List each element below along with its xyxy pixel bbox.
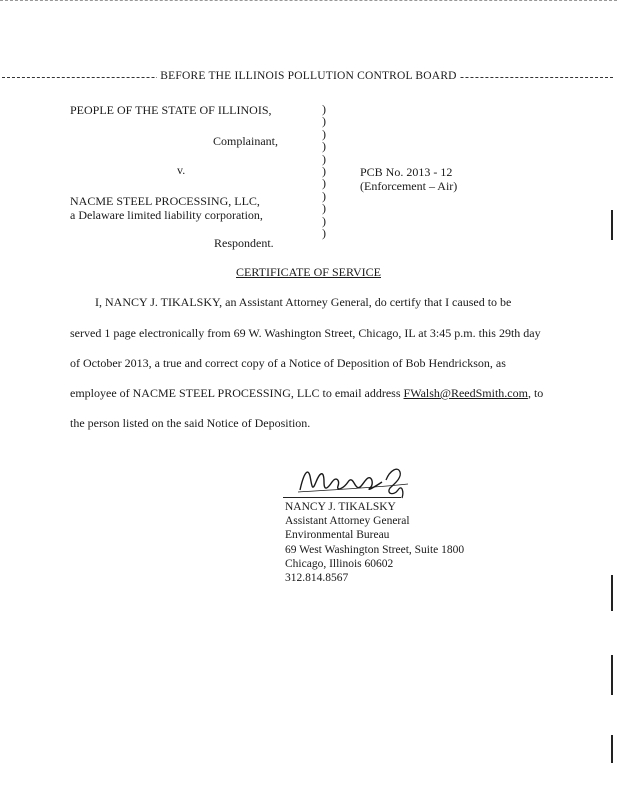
signer-address-line-1: 69 West Washington Street, Suite 1800 xyxy=(285,543,465,556)
respondent-role: Respondent. xyxy=(214,236,274,250)
paren: ) xyxy=(322,176,326,191)
paren: ) xyxy=(322,213,326,228)
paren: ) xyxy=(322,102,326,116)
paren: ) xyxy=(322,126,326,141)
email-link[interactable]: FWalsh@ReedSmith.com xyxy=(403,386,528,400)
signature-rule xyxy=(283,497,401,498)
respondent-name: NACME STEEL PROCESSING, LLC, xyxy=(70,194,260,208)
complainant-name: PEOPLE OF THE STATE OF ILLINOIS, xyxy=(70,103,272,117)
body-line-2: served 1 page electronically from 69 W. Washington Street, Chicago, IL at 3:45 p.m. this 29th day xyxy=(70,326,541,340)
signer-phone: 312.814.8567 xyxy=(285,572,349,585)
body-line-4-suffix: , to xyxy=(527,386,544,400)
body-line-5: the person listed on the said Notice of Deposition. xyxy=(70,416,311,430)
case-number: PCB No. 2013 - 12 xyxy=(360,165,453,179)
body-line-4-text: employee of NACME STEEL PROCESSING, LLC to email address xyxy=(70,386,404,400)
scan-noise-top xyxy=(0,0,617,5)
versus: v. xyxy=(177,163,186,177)
scan-edge-mark xyxy=(611,575,613,611)
body-line-4 xyxy=(70,386,543,401)
paren: ) xyxy=(322,226,326,241)
paren: ) xyxy=(322,151,326,166)
body-line-3: of October 2013, a true and correct copy of a Notice of Deposition of Bob Hendrickson, as xyxy=(70,356,506,370)
certificate-title: CERTIFICATE OF SERVICE xyxy=(236,265,381,279)
paren: ) xyxy=(322,188,326,203)
body-line-1: I, NANCY J. TIKALSKY, an Assistant Attorney General, do certify that I caused to be xyxy=(95,295,512,309)
signature-block xyxy=(285,500,464,585)
caption-parens xyxy=(322,103,326,239)
scan-edge-mark xyxy=(611,735,613,763)
paren: ) xyxy=(322,201,326,216)
scan-edge-mark xyxy=(611,210,613,240)
paren: ) xyxy=(322,139,326,154)
signer-bureau: Environmental Bureau xyxy=(285,529,390,542)
complainant-role: Complainant, xyxy=(213,134,278,148)
signer-name: NANCY J. TIKALSKY xyxy=(285,501,396,513)
court-header xyxy=(0,70,617,82)
signer-title: Assistant Attorney General xyxy=(285,515,410,528)
court-title: BEFORE THE ILLINOIS POLLUTION CONTROL BOARD xyxy=(157,70,459,82)
signer-address-line-2: Chicago, Illinois 60602 xyxy=(285,557,394,570)
case-type: (Enforcement – Air) xyxy=(360,179,458,193)
paren: ) xyxy=(322,114,326,129)
paren: ) xyxy=(322,164,326,179)
scan-edge-mark xyxy=(611,655,613,695)
respondent-description: a Delaware limited liability corporation, xyxy=(70,208,263,222)
